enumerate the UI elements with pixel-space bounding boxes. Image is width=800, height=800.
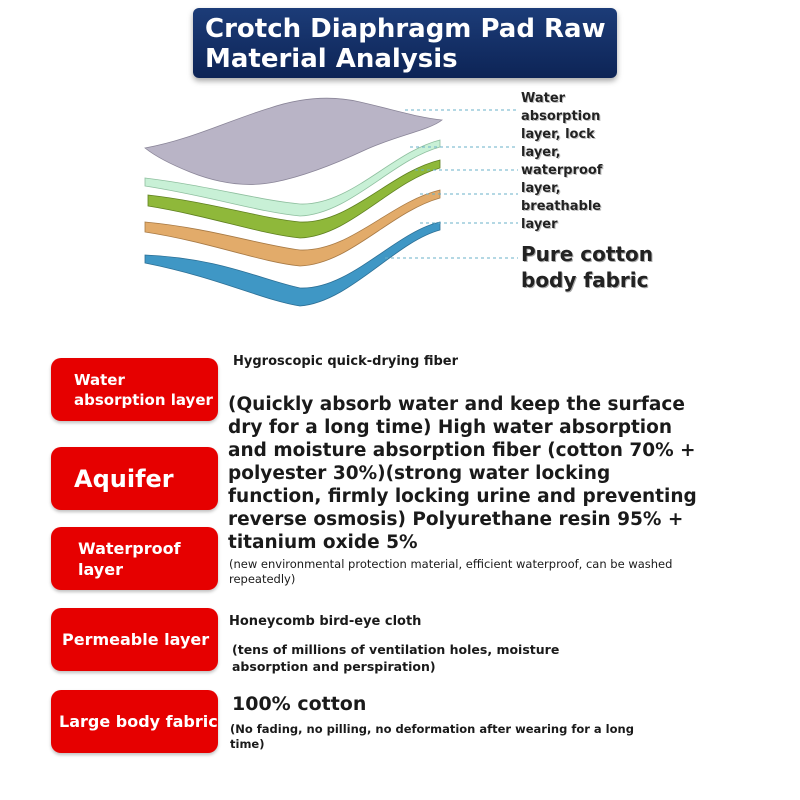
desc-honeycomb-note: (tens of millions of ventilation holes, moisture absorption and perspiration) [232,642,560,674]
top-layer [145,98,442,184]
title-banner [193,8,617,78]
desc-cotton-note: (No fading, no pilling, no deformation after wearing for a long time) [230,722,634,751]
desc-main-text: (Quickly absorb water and keep the surface dry for a long time) High water absorption and moisture absorption fiber (cotton 70% + polyester 30%)(strong water locking function, firmly locking urine and preventing reverse osmosis) Polyurethane resin 95% + titanium oxide 5% [228,394,697,553]
label-permeable [51,608,218,671]
label-waterproof-text: Waterproof layer [78,538,181,579]
label-water-absorption [51,358,218,421]
label-permeable-text: Permeable layer [62,630,210,649]
fabric-note: Pure cotton body fabric [521,242,653,292]
label-aquifer-text: Aquifer [74,464,174,493]
desc-cotton: 100% cotton [232,693,367,715]
desc-honeycomb: Honeycomb bird-eye cloth [229,614,422,629]
page-title: Crotch Diaphragm Pad Raw Material Analysis [205,14,606,74]
desc-waterproof-note: (new environmental protection material, efficient waterproof, can be washed repeatedly) [229,557,673,586]
label-water-absorption-text: Water absorption layer [74,370,213,409]
desc-hygroscopic: Hygroscopic quick-drying fiber [233,354,459,369]
label-body-fabric-text: Large body fabric [59,712,218,731]
label-waterproof [51,527,218,590]
label-body-fabric [51,690,218,753]
label-aquifer [51,447,218,510]
layer-stack-note: Water absorption layer, lock layer, waterproof layer, breathable layer [521,91,603,232]
